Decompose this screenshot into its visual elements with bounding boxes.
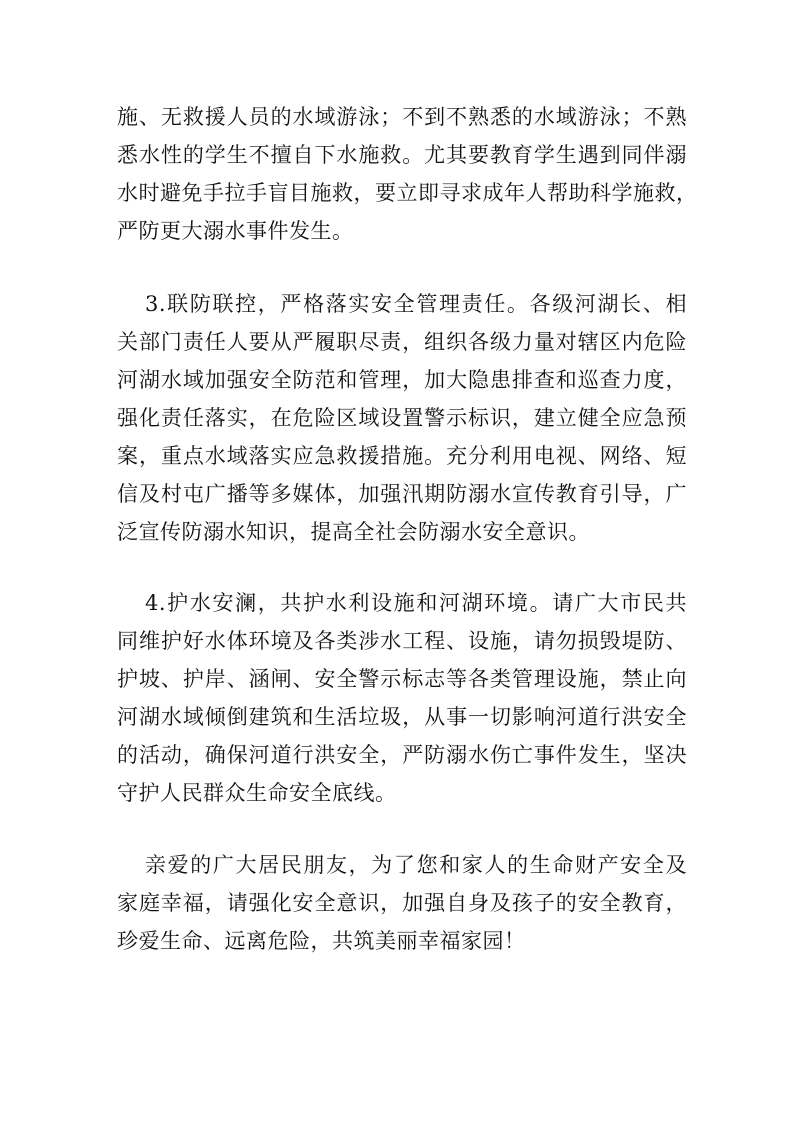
paragraph-continued (117, 98, 698, 250)
text-line: 同维护好水体环境及各类涉水工程、设施，请勿损毁堤防、 (117, 629, 687, 653)
text-line: 悉水性的学生不擅自下水施救。尤其要教育学生遇到同伴溺 (117, 143, 687, 167)
text-line: 河湖水域加强安全防范和管理，加大隐患排查和巡查力度， (117, 368, 687, 392)
text-line: 3.联防联控，严格落实安全管理责任。各级河湖长、相 (145, 292, 687, 316)
paragraph-4-water-protection (117, 584, 687, 812)
text-line: 案，重点水域落实应急救援措施。充分利用电视、网络、短 (117, 444, 687, 468)
text-line: 关部门责任人要从严履职尽责，组织各级力量对辖区内危险 (117, 330, 687, 354)
text-line: 严防更大溺水事件发生。 (117, 219, 354, 243)
text-line: 珍爱生命、远离危险，共筑美丽幸福家园！ (117, 929, 526, 953)
closing-paragraph (117, 846, 687, 960)
text-line: 水时避免手拉手盲目施救，要立即寻求成年人帮助科学施救， (117, 181, 698, 205)
paragraph-3-joint-prevention (117, 285, 687, 551)
text-line: 守护人民群众生命安全底线。 (117, 781, 397, 805)
text-line: 4.护水安澜，共护水利设施和河湖环境。请广大市民共 (145, 591, 687, 615)
text-line: 信及村屯广播等多媒体，加强汛期防溺水宣传教育引导，广 (117, 482, 687, 506)
text-line: 的活动，确保河道行洪安全，严防溺水伤亡事件发生，坚决 (117, 743, 687, 767)
text-line: 家庭幸福，请强化安全意识，加强自身及孩子的安全教育， (117, 891, 687, 915)
text-line: 施、无救援人员的水域游泳；不到不熟悉的水域游泳；不熟 (117, 105, 687, 129)
text-line: 河湖水域倾倒建筑和生活垃圾，从事一切影响河道行洪安全 (117, 705, 687, 729)
text-line: 亲爱的广大居民朋友，为了您和家人的生命财产安全及 (145, 853, 687, 877)
text-line: 护坡、护岸、涵闸、安全警示标志等各类管理设施，禁止向 (117, 667, 687, 691)
text-line: 泛宣传防溺水知识，提高全社会防溺水安全意识。 (117, 520, 590, 544)
text-line: 强化责任落实，在危险区域设置警示标识，建立健全应急预 (117, 406, 687, 430)
